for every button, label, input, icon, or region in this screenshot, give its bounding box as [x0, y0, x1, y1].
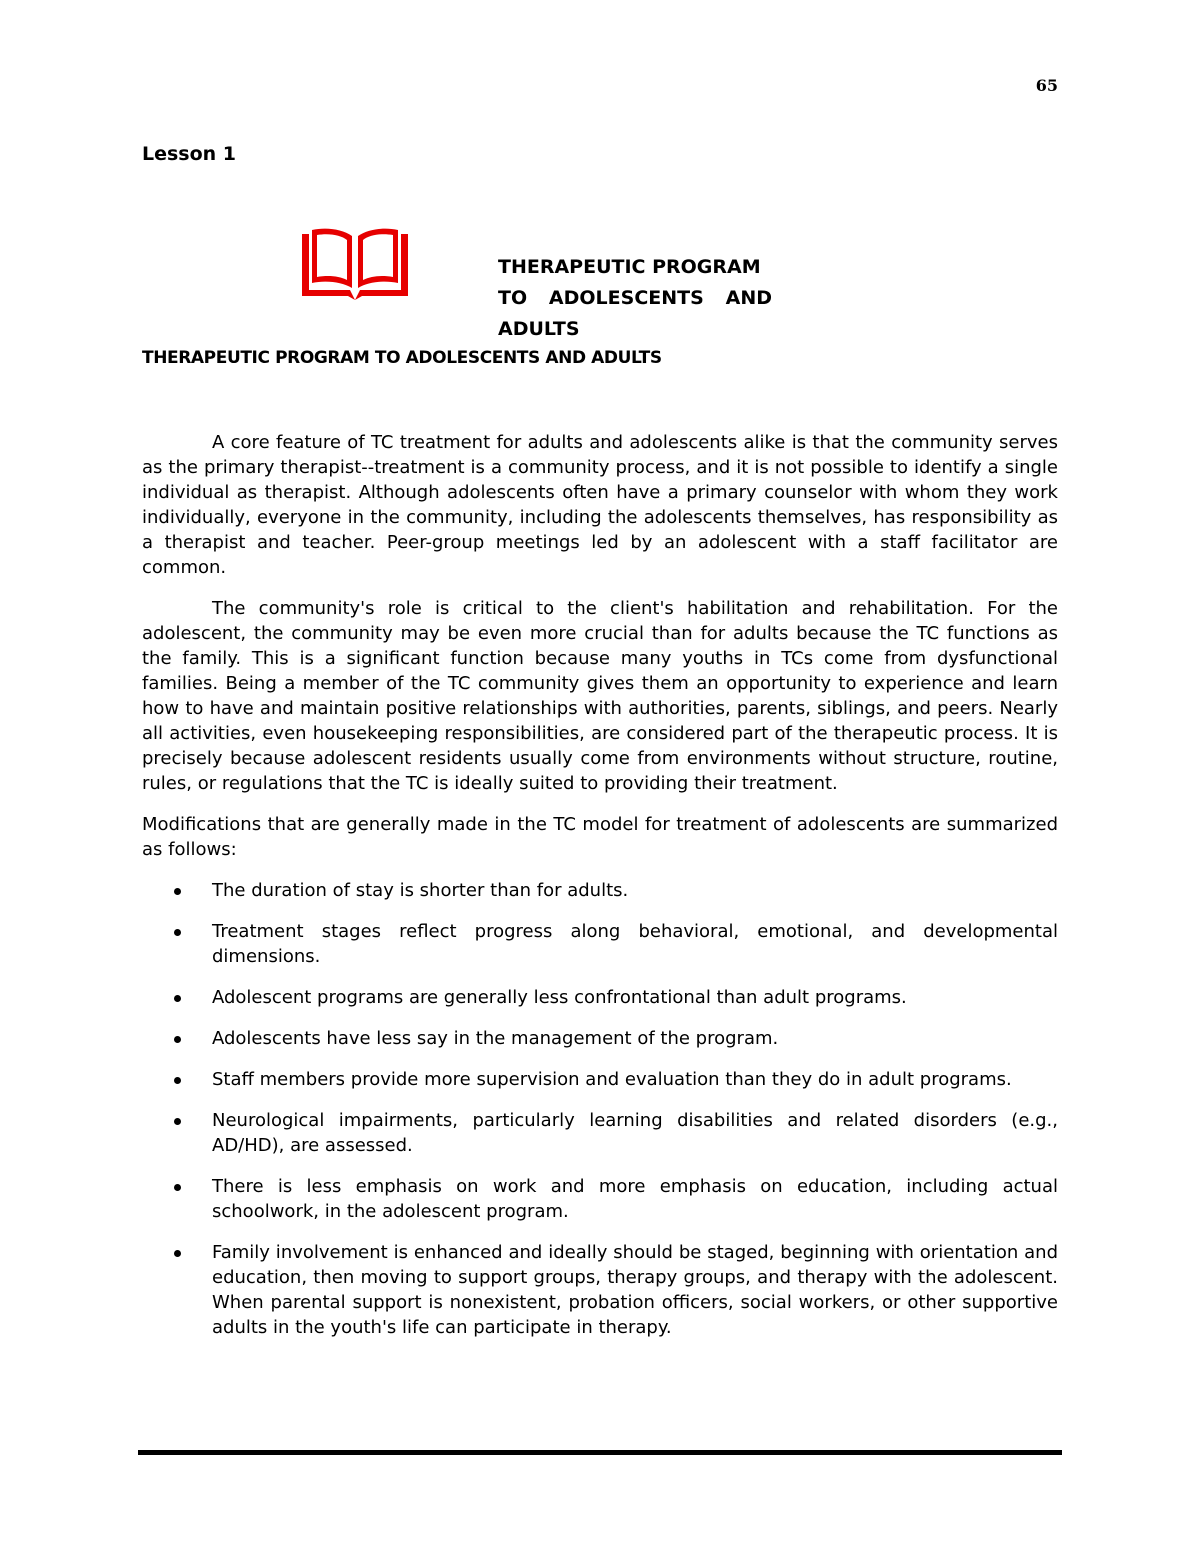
list-item-text: There is less emphasis on work and more emphasis on education, including actual schoolwork, in the adolescent program. — [212, 1176, 1058, 1222]
paragraph: Modifications that are generally made in the TC model for treatment of adolescents are summarized as follows: — [142, 814, 1058, 860]
list-item — [142, 1240, 1058, 1340]
list-item — [142, 1067, 1058, 1092]
body-content — [142, 430, 1058, 1356]
footer-divider — [138, 1450, 1062, 1455]
list-item — [142, 1108, 1058, 1158]
bullet-icon — [174, 1184, 181, 1191]
list-item — [142, 1026, 1058, 1051]
bullet-icon — [174, 1077, 181, 1084]
list-item-text: Adolescent programs are generally less confrontational than adult programs. — [212, 987, 907, 1008]
bullet-icon — [174, 1118, 181, 1125]
heading-line: TO ADOLESCENTS AND — [498, 287, 772, 309]
heading-line: ADULTS — [498, 318, 580, 340]
list-item-text: Neurological impairments, particularly learning disabilities and related disorders (e.g., AD/HD), are assessed. — [212, 1110, 1058, 1156]
bullet-icon — [174, 929, 181, 936]
list-item-text: The duration of stay is shorter than for adults. — [212, 880, 629, 901]
paragraph: The community's role is critical to the client's habilitation and rehabilitation. For the adolescent, the community may be even more crucial than for adults because the TC functions as the family. This is a significant function because many youths in TCs come from dysfunctional families. Being a member of the TC community gives them an opportunity to experience and learn how to have and maintain positive relationships with authorities, parents, siblings, and peers. Nearly all activities, even housekeeping responsibilities, are considered part of the therapeutic process. It is precisely because adolescent residents usually come from environments without structure, routine, rules, or regulations that the TC is ideally suited to providing their treatment. — [142, 598, 1058, 794]
bullet-icon — [174, 1250, 181, 1257]
bullet-icon — [174, 888, 181, 895]
list-item-text: Adolescents have less say in the management of the program. — [212, 1028, 779, 1049]
list-item-text: Family involvement is enhanced and ideally should be staged, beginning with orientation and education, then moving to support groups, therapy groups, and therapy with the adolescent. When parental support is nonexistent, probation officers, social workers, or other supportive adults in the youth's life can participate in therapy. — [212, 1242, 1058, 1338]
open-book-icon — [302, 228, 408, 300]
page-number: 65 — [1035, 76, 1058, 95]
paragraph: A core feature of TC treatment for adults and adolescents alike is that the community serves as the primary therapist--treatment is a community process, and it is not possible to identify a single individual as therapist. Although adolescents often have a primary counselor with whom they work individually, everyone in the community, including the adolescents themselves, has responsibility as a therapist and teacher. Peer-group meetings led by an adolescent with a staff facilitator are common. — [142, 432, 1058, 578]
bullet-icon — [174, 995, 181, 1002]
list-item-text: Staff members provide more supervision and evaluation than they do in adult programs. — [212, 1069, 1012, 1090]
lesson-label: Lesson 1 — [142, 143, 237, 165]
bullet-icon — [174, 1036, 181, 1043]
lesson-heading — [498, 252, 772, 345]
list-item — [142, 878, 1058, 903]
list-item — [142, 1174, 1058, 1224]
list-item — [142, 919, 1058, 969]
list-item-text: Treatment stages reflect progress along behavioral, emotional, and developmental dimensions. — [212, 921, 1058, 967]
section-title: THERAPEUTIC PROGRAM TO ADOLESCENTS AND ADULTS — [142, 348, 662, 368]
heading-line: THERAPEUTIC PROGRAM — [498, 256, 761, 278]
list-item — [142, 985, 1058, 1010]
modifications-list — [142, 878, 1058, 1340]
